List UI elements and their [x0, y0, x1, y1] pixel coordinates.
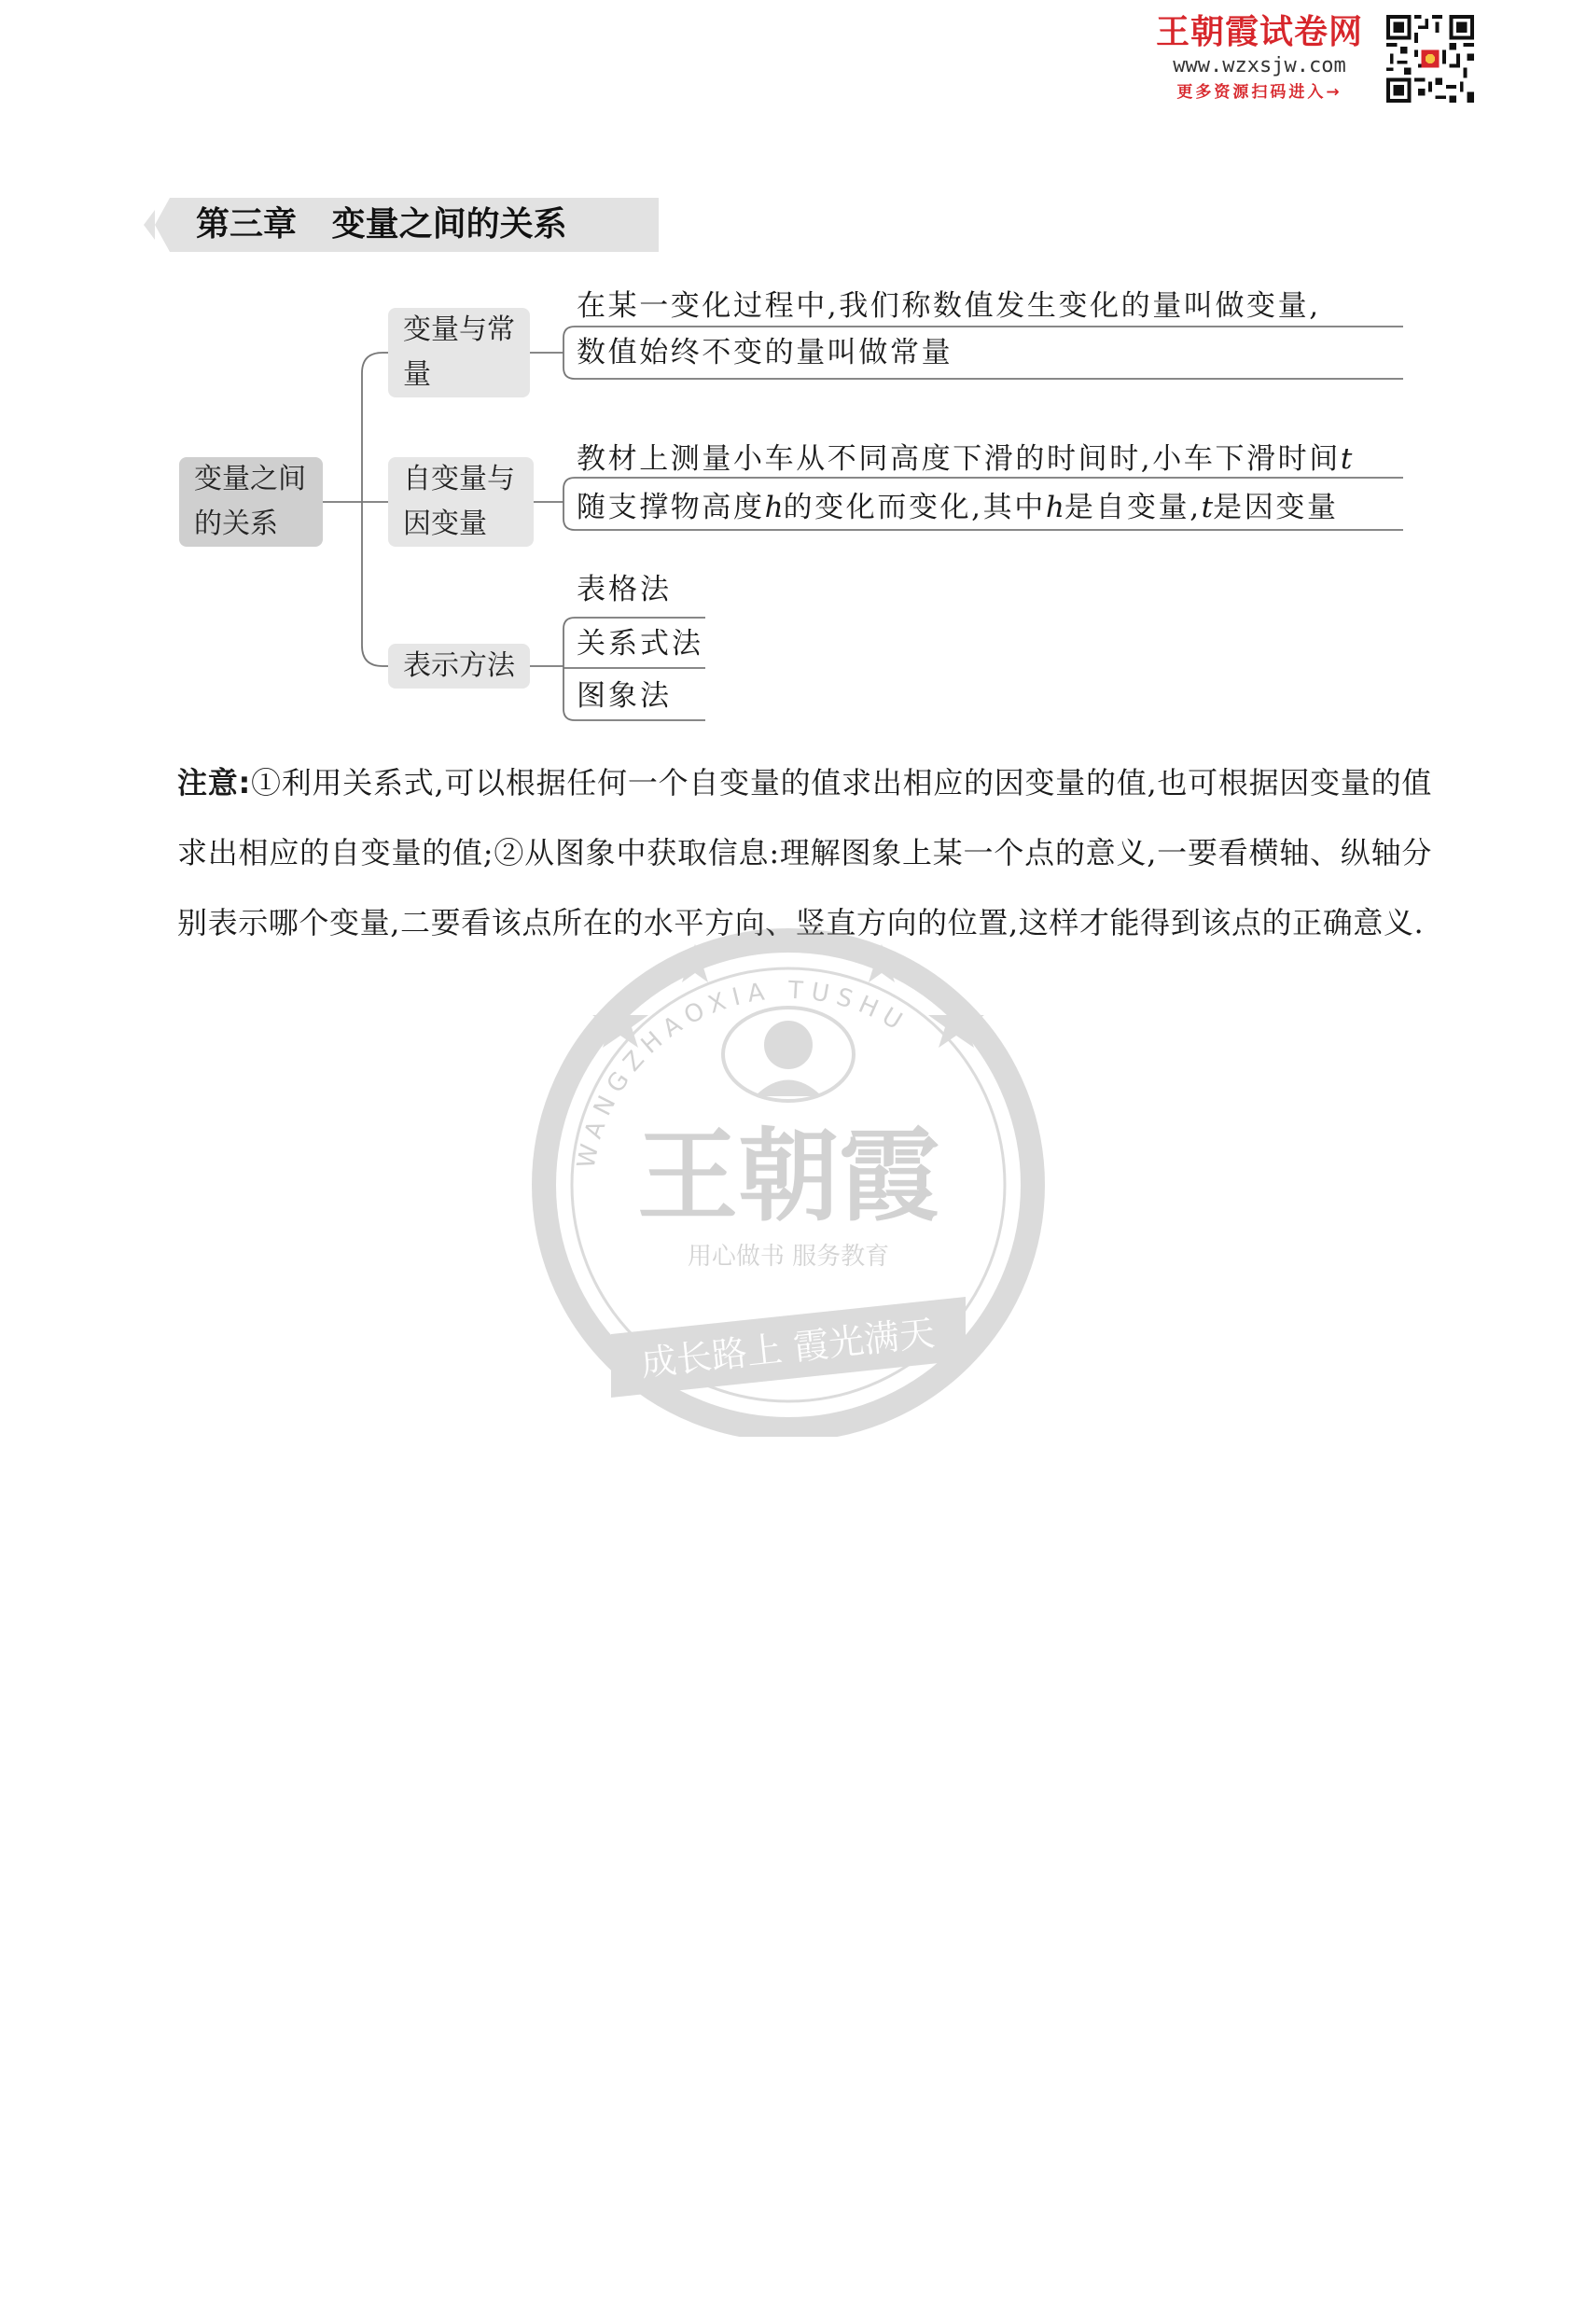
branch2-text-line2 — [577, 489, 1339, 526]
watermark-slogan: 用心做书 服务教育 — [687, 1243, 890, 1271]
branch2-text-line2-b: 的变化而变化,其中 — [783, 491, 1046, 524]
note-text: ①利用关系式,可以根据任何一个自变量的值求出相应的因变量的值,也可根据因变量的值求出相应的自变量的值;②从图象中获取信息:理解图象上某一个点的意义,一要看横轴、纵轴分别表示哪个变量,二要看该点所在的水平方向、竖直方向的位置,这样才能得到该点的正确意义. — [177, 765, 1432, 940]
branch1-label-line1: 变量与常 — [403, 313, 515, 346]
root-label-line2: 的关系 — [194, 508, 278, 540]
branch3-label: 表示方法 — [403, 649, 515, 682]
branch1-label-line2: 量 — [403, 358, 431, 391]
branch2-text-line2-a: 随支撑物高度 — [577, 491, 765, 524]
var-h-2: h — [1045, 491, 1064, 524]
chapter-title: 第三章 变量之间的关系 — [196, 205, 567, 244]
var-t-2: t — [1201, 491, 1214, 524]
branch2-text-line1-a: 教材上测量小车从不同高度下滑的时间时,小车下滑时间 — [577, 442, 1341, 476]
root-node — [179, 457, 323, 547]
watermark-name: 王朝霞 — [636, 1118, 940, 1235]
method-table: 表格法 — [577, 573, 672, 606]
mind-map — [0, 0, 1586, 746]
more-resources-text: 更多资源扫码进入→ — [1176, 83, 1343, 102]
note-label: 注意: — [177, 765, 251, 800]
brand-name: 王朝霞试卷网 — [1155, 13, 1363, 51]
method-formula: 关系式法 — [577, 627, 703, 661]
branch2-text-line2-d: 是因变量 — [1213, 491, 1339, 524]
root-label-line1: 变量之间 — [194, 463, 306, 495]
branch2-text-line2-c: 是自变量, — [1064, 491, 1202, 524]
mind-map-connectors — [0, 0, 1586, 746]
watermark-seal — [527, 914, 1050, 1437]
branch-variables-constants — [388, 308, 530, 397]
var-h-1: h — [764, 491, 784, 524]
branch1-text-line1: 在某一变化过程中,我们称数值发生变化的量叫做变量, — [577, 289, 1321, 323]
site-url[interactable]: www.wzxsjw.com — [1173, 54, 1346, 77]
branch-independent-dependent — [388, 457, 534, 547]
branch-representation-methods — [388, 644, 530, 689]
branch2-text-line1 — [577, 440, 1352, 478]
branch2-label-line2: 因变量 — [403, 508, 487, 540]
branch1-text-line2: 数值始终不变的量叫做常量 — [577, 336, 953, 369]
method-graph: 图象法 — [577, 679, 672, 713]
var-t-1: t — [1340, 442, 1353, 476]
watermark-ring-text: WANGZHAOXIA TUSHU — [572, 976, 913, 1172]
branch2-label-line1: 自变量与 — [403, 463, 515, 495]
watermark-banner: 成长路上 霞光满天 — [638, 1312, 937, 1385]
